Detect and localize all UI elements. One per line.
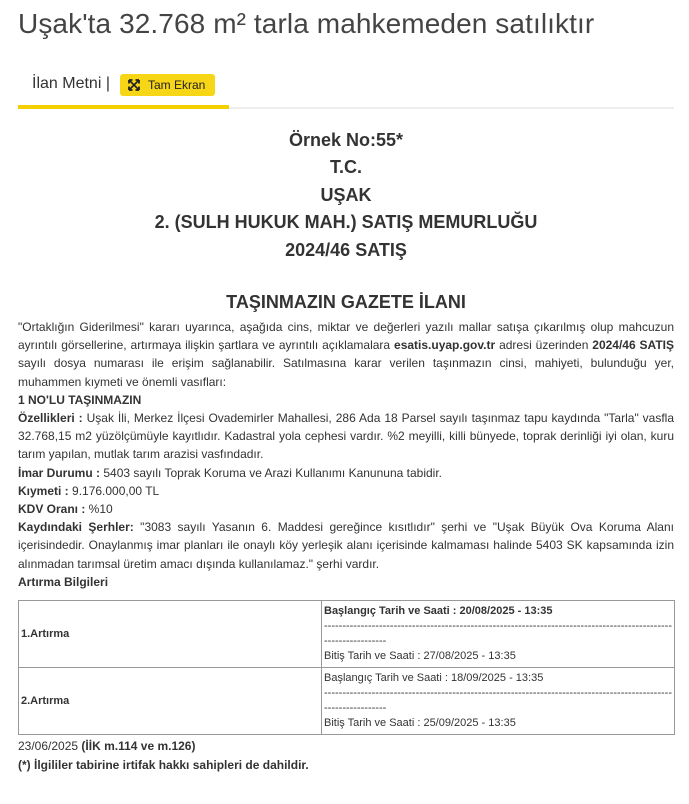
notice-body xyxy=(18,318,674,591)
vat-label: KDV Oranı : xyxy=(18,502,86,517)
features-paragraph xyxy=(18,409,674,464)
auction-name: 1.Artırma xyxy=(19,601,322,668)
header-line-tc: T.C. xyxy=(329,157,362,177)
expand-arrows-icon xyxy=(128,79,140,91)
intro-paragraph xyxy=(18,318,674,391)
footnote: (*) İlgililer tabirine irtifak hakkı sahipleri de dahildir. xyxy=(18,758,309,772)
separator-dashes: ----------------- xyxy=(324,635,387,647)
auction-end: Bitiş Tarih ve Saati : 25/09/2025 - 13:35 xyxy=(324,717,516,729)
intro-text-2: adresi üzerinden xyxy=(495,338,593,353)
separator-dashes: ----------------- xyxy=(324,702,387,714)
case-number: 2024/46 SATIŞ xyxy=(592,338,674,353)
auction-start: Başlangıç Tarih ve Saati : 18/09/2025 - 13:35 xyxy=(324,672,544,684)
tab-listing-text-label: İlan Metni | xyxy=(32,75,110,92)
vat-text: %10 xyxy=(85,502,113,517)
auction-dates xyxy=(322,668,675,735)
intro-text: "Ortaklığın Giderilmesi" kararı uyarınca, aşağıda cins, miktar ve değerleri yazılı mallar satışa çıkarılmış olup mahcuzun ayrıntılı görsellerine, artırmaya ilişkin şartlara ve ayrıntılı açıklamalara xyxy=(18,320,674,353)
auction-heading: Artırma Bilgileri xyxy=(18,574,109,589)
header-line-case: 2024/46 SATIŞ xyxy=(285,240,407,260)
separator-dashes: ----------------------------------------------------------------------------------------------- xyxy=(324,620,672,632)
auction-dates xyxy=(322,601,675,668)
auction-end: Bitiş Tarih ve Saati : 27/08/2025 - 13:35 xyxy=(324,650,516,662)
header-line-office: 2. (SULH HUKUK MAH.) SATIŞ MEMURLUĞU xyxy=(154,212,538,232)
value-paragraph xyxy=(18,482,674,500)
tab-listing-text[interactable] xyxy=(18,70,229,109)
fullscreen-button[interactable] xyxy=(120,74,215,96)
header-line-city: UŞAK xyxy=(320,185,372,205)
tab-active-underline xyxy=(18,105,229,109)
zoning-text: 5403 sayılı Toprak Koruma ve Arazi Kullanımı Kanununa tabidir. xyxy=(100,465,442,480)
tab-bar xyxy=(18,70,674,110)
auction-table xyxy=(18,600,675,735)
esatis-site-link[interactable]: esatis.uyap.gov.tr xyxy=(394,338,496,353)
zoning-paragraph xyxy=(18,464,674,482)
notice-date-line xyxy=(18,739,195,753)
encumbrance-text: "3083 sayılı Yasanın 6. Maddesi gereğince kısıtlıdır" şerhi ve "Uşak Büyük Ova Koruma Alanı içerisindedir. Onaylanmış imar planları ile onaylı köy yerleşik alanı içerisinde kalmaması halinde 5403 SK kapsamında izin alınmadan tarımsal üretim amacı dışında kullanılamaz." şerhi vardır. xyxy=(18,520,674,571)
auction-name: 2.Artırma xyxy=(19,668,322,735)
value-text: 9.176.000,00 TL xyxy=(68,483,160,498)
auction-start: Başlangıç Tarih ve Saati : 20/08/2025 - 13:35 xyxy=(324,605,553,617)
intro-text-3: sayılı dosya numarası ile erişim sağlanabilir. Satılmasına karar verilen taşınmazın cinsi, mahiyeti, bulunduğu yer, muhammen kıymeti ve önemli vasıfları: xyxy=(18,356,674,389)
vat-paragraph xyxy=(18,500,674,518)
zoning-label: İmar Durumu : xyxy=(18,465,101,480)
separator-dashes: ----------------------------------------------------------------------------------------------- xyxy=(324,687,672,699)
sample-number: Örnek No:55* xyxy=(288,130,404,150)
law-reference: (İİK m.114 ve m.126) xyxy=(81,739,196,753)
table-row xyxy=(19,601,675,668)
fullscreen-button-label: Tam Ekran xyxy=(148,78,206,92)
property-heading: 1 NO'LU TAŞINMAZIN xyxy=(18,392,142,407)
features-text: Uşak İli, Merkez İlçesi Ovademirler Mahallesi, 286 Ada 18 Parsel sayılı taşınmaz tapu kaydında "Tarla" vasfla 32.768,15 m2 yüzölçümüyle kayıtlıdır. Kadastral yola cephesi vardır. %2 meyilli, killi bünyede, toprak derinliği iyi olan, kuru tarım yapılan, mutlak tarım arazisi vasfındadır. xyxy=(18,411,675,462)
table-row xyxy=(19,668,675,735)
gazette-notice-title: TAŞINMAZIN GAZETE İLANI xyxy=(226,292,466,312)
notice-date: 23/06/2025 xyxy=(18,739,82,753)
encumbrance-label: Kaydındaki Şerhler: xyxy=(18,520,134,535)
encumbrance-paragraph xyxy=(18,518,674,573)
features-label: Özellikleri : xyxy=(18,411,83,426)
page-title: Uşak'ta 32.768 m² tarla mahkemeden satılıktır xyxy=(18,8,595,39)
value-label: Kıymeti : xyxy=(18,483,69,498)
